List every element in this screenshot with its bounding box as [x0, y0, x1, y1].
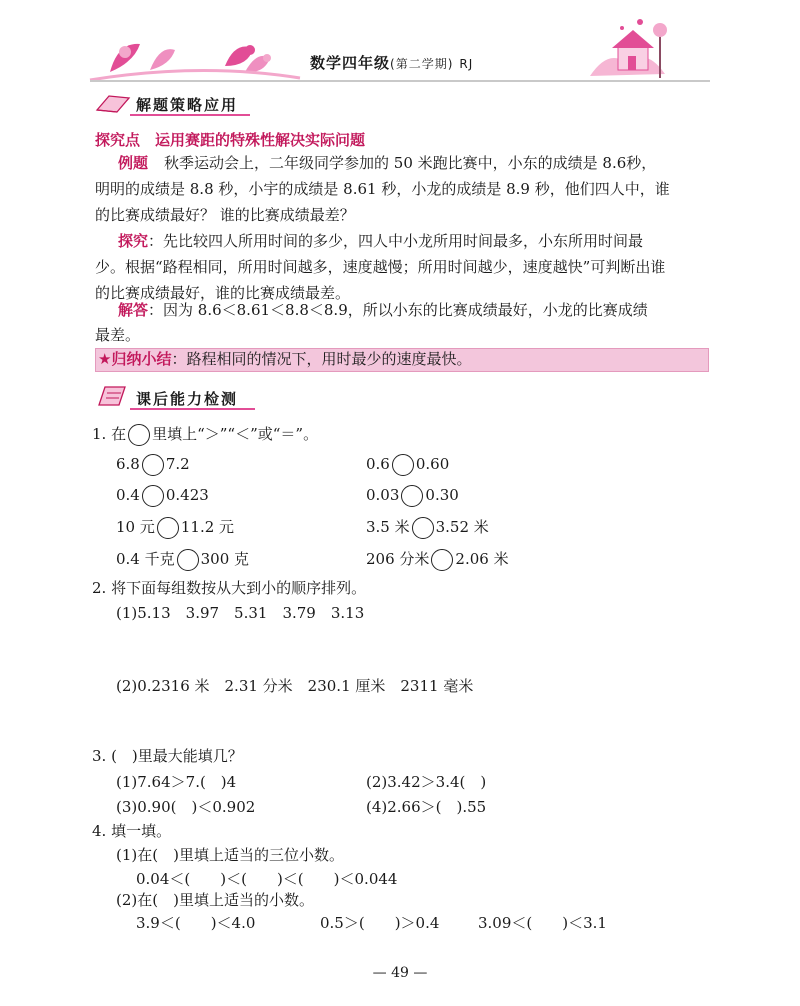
question-3-d: (4)2.66＞( ).55 — [366, 798, 487, 816]
compare-circle[interactable] — [142, 485, 164, 507]
question-2-part-2: (2)0.2316 米 2.31 分米 230.1 厘米 2311 毫米 — [116, 677, 474, 695]
header-edition: RJ — [459, 57, 474, 71]
explore-line-1: 探究：先比较四人所用时间的多少，四人中小龙所用时间最多，小东所用时间最 — [118, 232, 644, 250]
compare-circle[interactable] — [412, 517, 434, 539]
section-heading-practice: 课后能力检测 — [136, 390, 239, 408]
q1-row-3-right: 3.5 米 3.52 米 — [366, 516, 489, 539]
question-4-sub-1: (1)在( )里填上适当的三位小数。 — [116, 846, 344, 864]
compare-circle[interactable] — [142, 454, 164, 476]
question-2-part-1: (1)5.13 3.97 5.31 3.79 3.13 — [116, 604, 365, 622]
question-2-title: 2. 将下面每组数按从大到小的顺序排列。 — [92, 579, 367, 597]
summary-label: ★归纳小结 — [98, 350, 172, 368]
question-3-title: 3. ( )里最大能填几？ — [92, 747, 243, 765]
q1-row-3-left: 10 元 11.2 元 — [116, 516, 234, 539]
q1-row-2-left: 0.4 0.423 — [116, 485, 209, 507]
question-4-line-1: 0.04＜( )＜( )＜( )＜0.044 — [136, 870, 398, 888]
question-1-title: 1. 在 里填上“＞”“＜”或“＝”。 — [92, 423, 318, 446]
q1-row-4-left: 0.4 千克 300 克 — [116, 548, 249, 571]
example-line-2: 明明的成绩是 8.8 秒，小宇的成绩是 8.61 秒，小龙的成绩是 8.9 秒，他们四人中，谁 — [95, 180, 670, 198]
compare-circle[interactable] — [157, 517, 179, 539]
compare-circle[interactable] — [401, 485, 423, 507]
example-line-3: 的比赛成绩最好？ 谁的比赛成绩最差？ — [95, 206, 355, 224]
q1-row-1-right: 0.6 0.60 — [366, 454, 449, 476]
topic-title: 探究点 运用赛距的特殊性解决实际问题 — [95, 131, 366, 149]
question-4-line-2c: 3.09＜( )＜3.1 — [478, 914, 607, 932]
question-4-line-2b: 0.5＞( )＞0.4 — [320, 914, 440, 932]
example-label: 例题 — [118, 154, 149, 172]
q1-row-1-left: 6.8 7.2 — [116, 454, 190, 476]
q1-row-4-right: 206 分米 2.06 米 — [366, 548, 509, 571]
summary-line: ★归纳小结：路程相同的情况下，用时最少的速度最快。 — [98, 350, 472, 368]
q1-row-2-right: 0.03 0.30 — [366, 485, 459, 507]
section-heading-strategy: 解题策略应用 — [136, 96, 239, 114]
answer-label: 解答 — [118, 301, 149, 319]
heading-underline — [130, 114, 250, 116]
compare-circle[interactable] — [392, 454, 414, 476]
explore-label: 探究 — [118, 232, 149, 250]
compare-circle[interactable] — [177, 549, 199, 571]
book-icon — [95, 92, 131, 114]
answer-line-1: 解答：因为 8.6＜8.61＜8.8＜8.9，所以小东的比赛成绩最好，小龙的比赛成绩 — [118, 301, 648, 319]
question-4-sub-2: (2)在( )里填上适当的小数。 — [116, 891, 314, 909]
explore-line-3: 的比赛成绩最好，谁的比赛成绩最差。 — [95, 284, 351, 302]
compare-circle[interactable] — [431, 549, 453, 571]
notebook-icon — [95, 383, 131, 409]
answer-circle[interactable] — [128, 424, 150, 446]
question-3-c: (3)0.90( )＜0.902 — [116, 798, 256, 816]
page-number: — 49 — — [372, 965, 428, 981]
heading-underline-2 — [130, 408, 255, 410]
question-3-a: (1)7.64＞7.( )4 — [116, 773, 237, 791]
answer-line-2: 最差。 — [95, 326, 141, 344]
example-line-1: 例题 秋季运动会上，二年级同学参加的 50 米跑比赛中，小东的成绩是 8.6秒， — [118, 154, 657, 172]
header-subject: 数学四年级 — [310, 54, 391, 72]
question-4-title: 4. 填一填。 — [92, 822, 172, 840]
explore-line-2: 少。根据“路程相同，所用时间越多，速度越慢；所用时间越少，速度越快”可判断出谁 — [95, 258, 666, 276]
header-semester: (第二学期) — [390, 57, 454, 71]
question-4-line-2a: 3.9＜( )＜4.0 — [136, 914, 256, 932]
header-divider — [90, 80, 710, 82]
question-3-b: (2)3.42＞3.4( ) — [366, 773, 487, 791]
header-title — [310, 52, 473, 73]
